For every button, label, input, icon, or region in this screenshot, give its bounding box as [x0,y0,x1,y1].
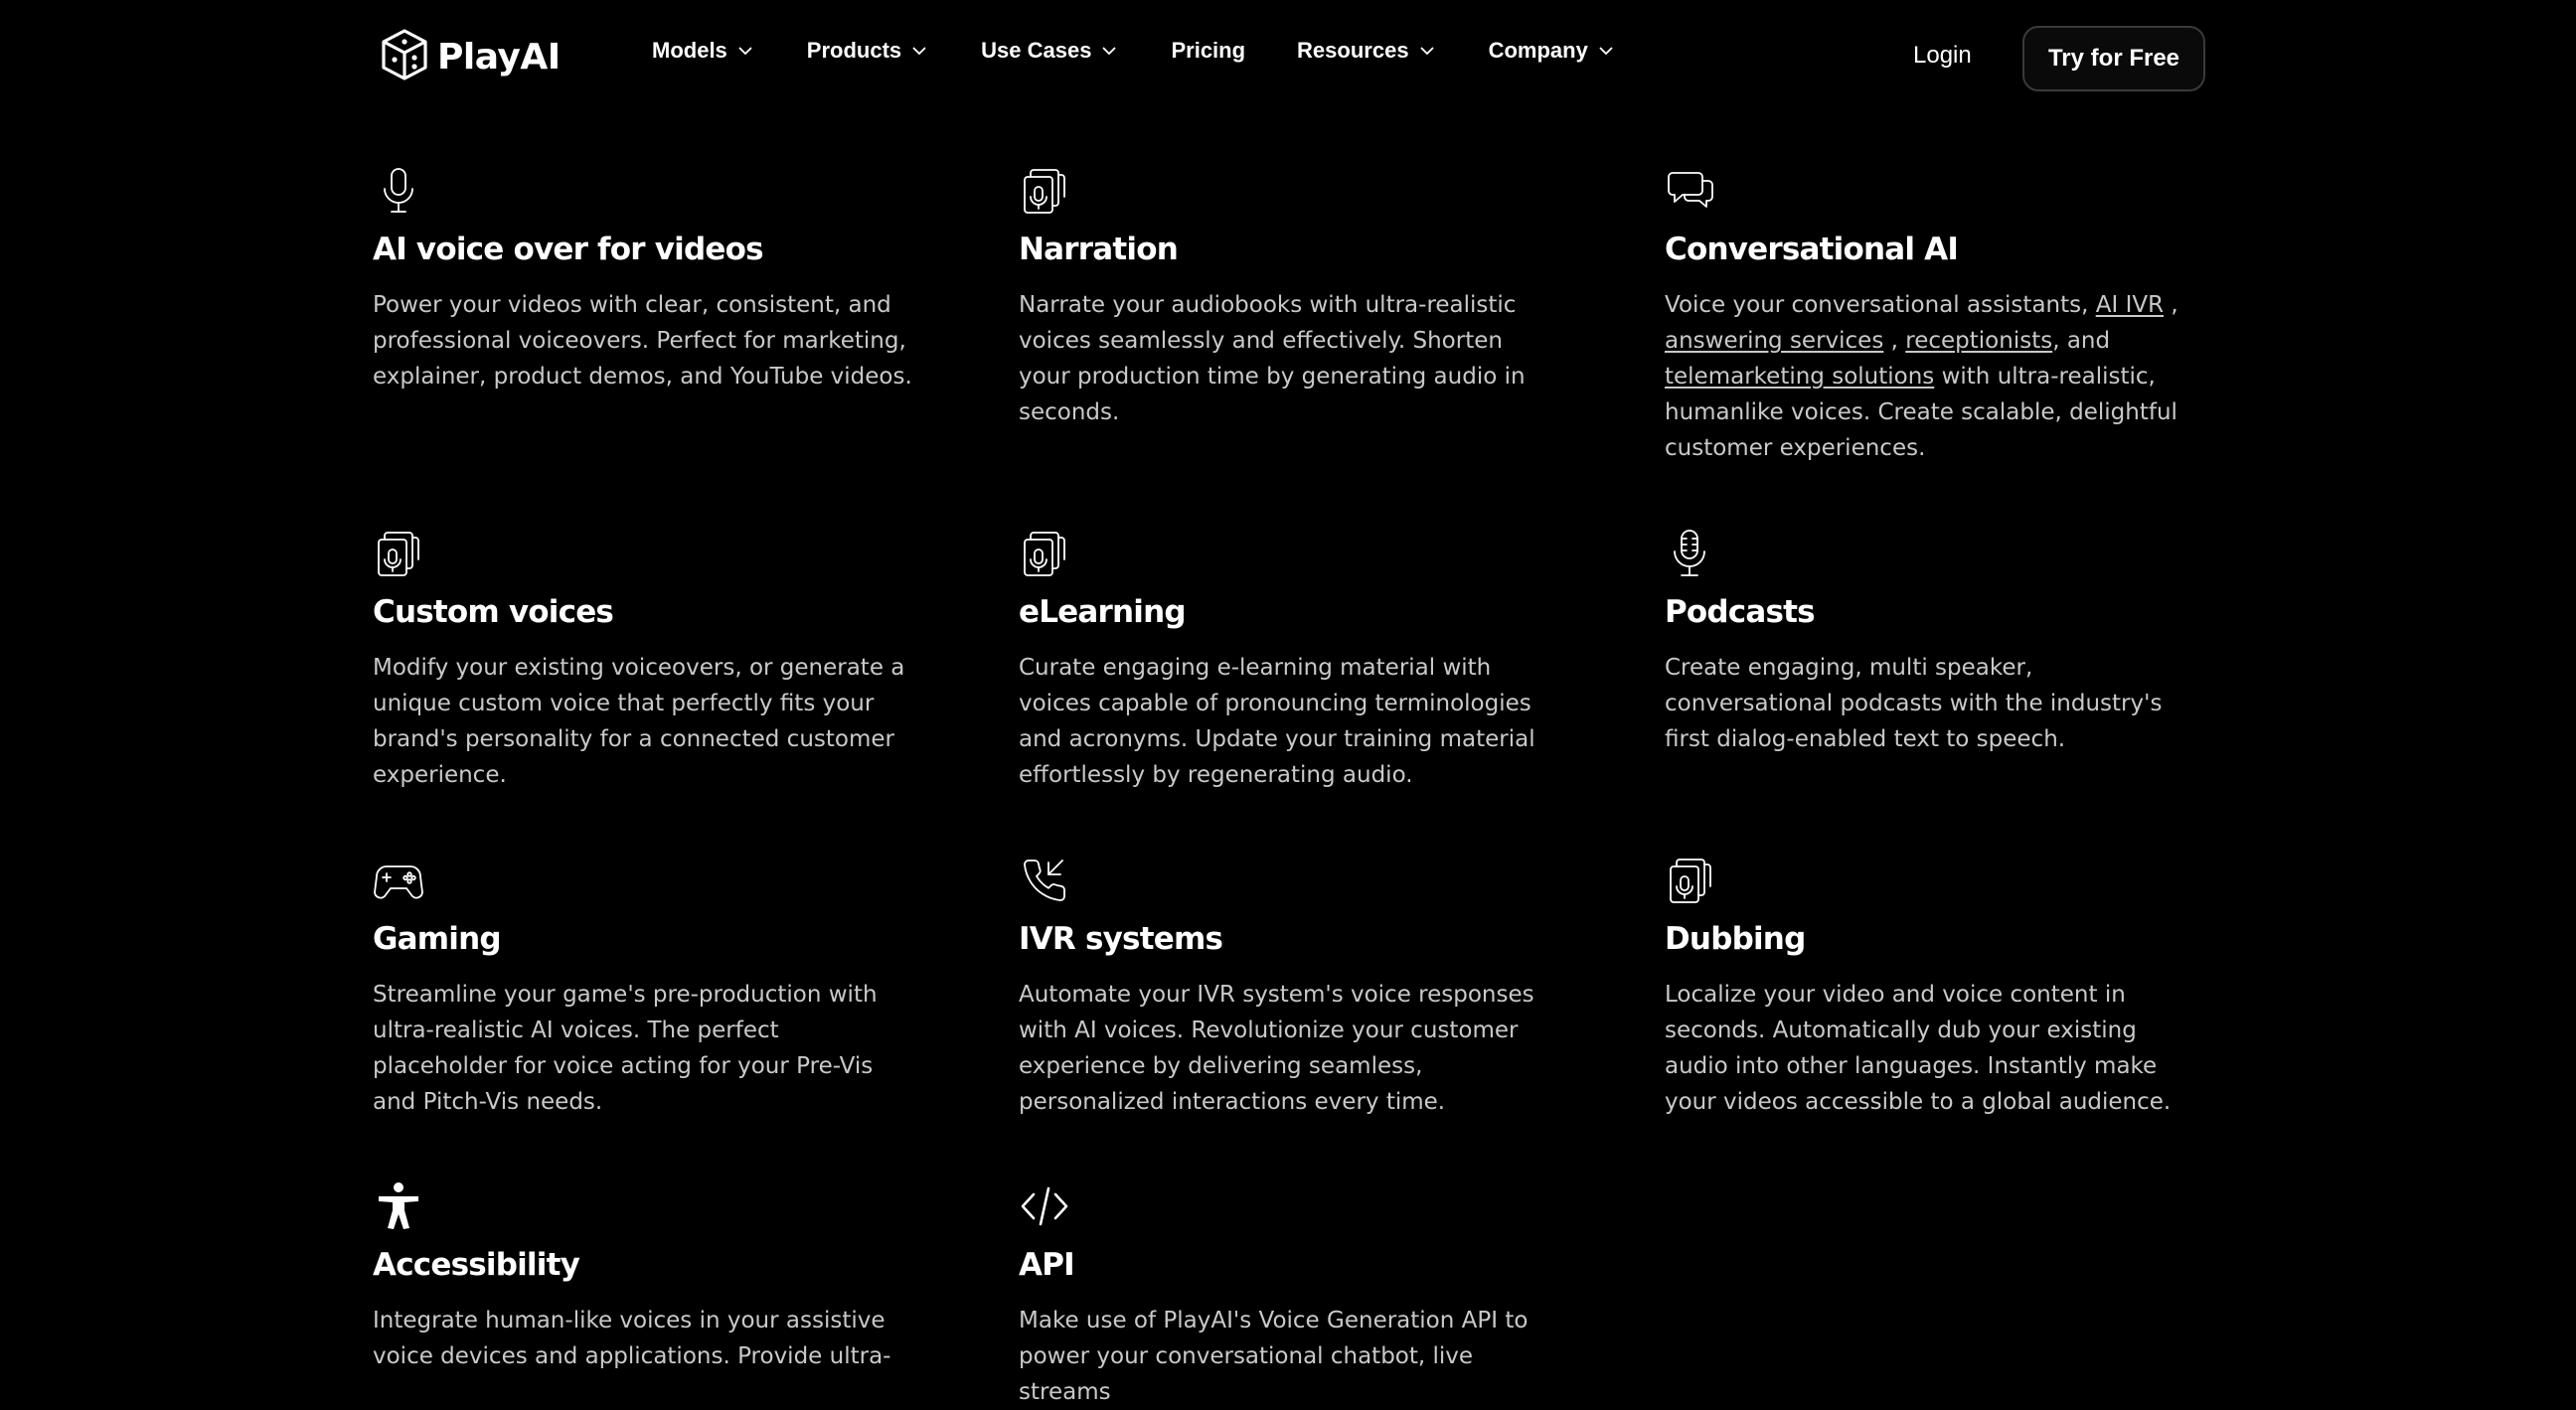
use-case-card-custom-voices [373,528,929,788]
nav-item-label: Pricing [1171,38,1246,63]
playai-cube-icon [380,28,429,86]
telemarketing-solutions-link[interactable]: telemarketing solutions [1665,364,1935,390]
gamepad-icon [373,855,424,906]
site-header [0,0,2576,117]
audio-stack-icon [1019,165,1070,217]
use-case-card-narration [1019,165,1575,425]
code-icon [1019,1180,1070,1232]
card-title: API [1019,1247,1074,1283]
card-description: Integrate human-like voices in your assistive voice devices and applications. Provide ultra- [373,1308,891,1369]
card-description: Curate engaging e-learning material with voices capable of pronouncing terminologies and acronyms. Update your training material effortlessly by regenerating audio. [1019,655,1535,788]
nav-item-products[interactable] [807,38,929,64]
microphone-icon [373,165,424,217]
card-title: Accessibility [373,1247,579,1283]
use-case-card-gaming [373,855,929,1115]
nav-item-company[interactable] [1489,38,1616,64]
use-case-card-podcasts [1665,528,2221,752]
use-case-card-accessibility [373,1180,929,1369]
nav-item-label: Products [806,38,902,63]
card-description: Power your videos with clear, consistent, and professional voiceovers. Perfect for marketing, explainer, product demos, and YouTube videos. [373,292,912,390]
audio-stack-icon [1665,855,1716,906]
card-description: Narrate your audiobooks with ultra-realistic voices seamlessly and effectively. Shorten your production time by generating audio in seconds. [1019,292,1526,425]
podcast-mic-icon [1665,528,1716,579]
chevron-down-icon [735,41,755,61]
card-description: Automate your IVR system's voice responses with AI voices. Revolutionize your customer experience by delivering seamless, personalized interactions every time. [1019,982,1534,1115]
card-title: IVR systems [1019,921,1223,957]
login-link[interactable]: Login [1913,42,1972,69]
chat-bubbles-icon [1665,165,1716,217]
card-description: Voice your conversational assistants, AI IVR , answering services , receptionists, and telemarketing solutions with ultra-realistic, humanlike voices. Create scalable, delightful customer experiences. [1665,292,2178,461]
chevron-down-icon [1596,41,1616,61]
brand-name: PlayAI [437,37,561,78]
chevron-down-icon [1099,41,1119,61]
chevron-down-icon [909,41,929,61]
nav-item-resources[interactable] [1297,38,1437,64]
card-description: Modify your existing voiceovers, or generate a unique custom voice that perfectly fits your brand's personality for a connected customer experience. [373,655,905,788]
use-case-card-api [1019,1180,1575,1405]
use-case-card-conversational-ai [1665,165,2221,461]
nav-item-label: Company [1488,38,1588,63]
card-title: Podcasts [1665,594,1815,630]
nav-item-label: Models [652,38,727,63]
try-for-free-button[interactable]: Try for Free [2022,26,2205,91]
ai-ivr-link[interactable]: AI IVR [2095,292,2165,318]
card-description: Create engaging, multi speaker, conversational podcasts with the industry's first dialog-enabled text to speech. [1665,655,2163,752]
nav-item-label: Resources [1297,38,1409,63]
card-title: Custom voices [373,594,614,630]
card-title: Gaming [373,921,501,957]
chevron-down-icon [1417,41,1437,61]
card-title: Conversational AI [1665,232,1959,267]
nav-item-use-cases[interactable] [981,38,1119,64]
card-title: Narration [1019,232,1178,267]
phone-incoming-icon [1019,855,1070,906]
nav-item-models[interactable] [652,38,755,64]
receptionists-link[interactable]: receptionists [1905,328,2053,354]
nav-item-label: Use Cases [981,38,1092,63]
card-title: AI voice over for videos [373,232,763,267]
main-nav [652,38,1668,64]
accessibility-icon [373,1180,424,1232]
brand-logo[interactable] [380,28,561,86]
card-description: Localize your video and voice content in seconds. Automatically dub your existing audio into other languages. Instantly make your videos accessible to a global audience. [1665,982,2172,1115]
audio-stack-icon [1019,528,1070,579]
use-case-card-ivr-systems [1019,855,1575,1115]
card-description: Streamline your game's pre-production with ultra-realistic AI voices. The perfect placeholder for voice acting for your Pre-Vis and Pitch-Vis needs. [373,982,878,1115]
use-case-card-dubbing [1665,855,2221,1115]
audio-stack-icon [373,528,424,579]
nav-item-pricing[interactable] [1171,38,1245,64]
use-case-card-elearning [1019,528,1575,788]
answering-services-link[interactable]: answering services [1665,328,1884,354]
card-title: eLearning [1019,594,1186,630]
card-title: Dubbing [1665,921,1806,957]
use-case-card-voiceover [373,165,929,390]
card-description: Make use of PlayAI's Voice Generation API to power your conversational chatbot, live streams [1019,1308,1529,1405]
